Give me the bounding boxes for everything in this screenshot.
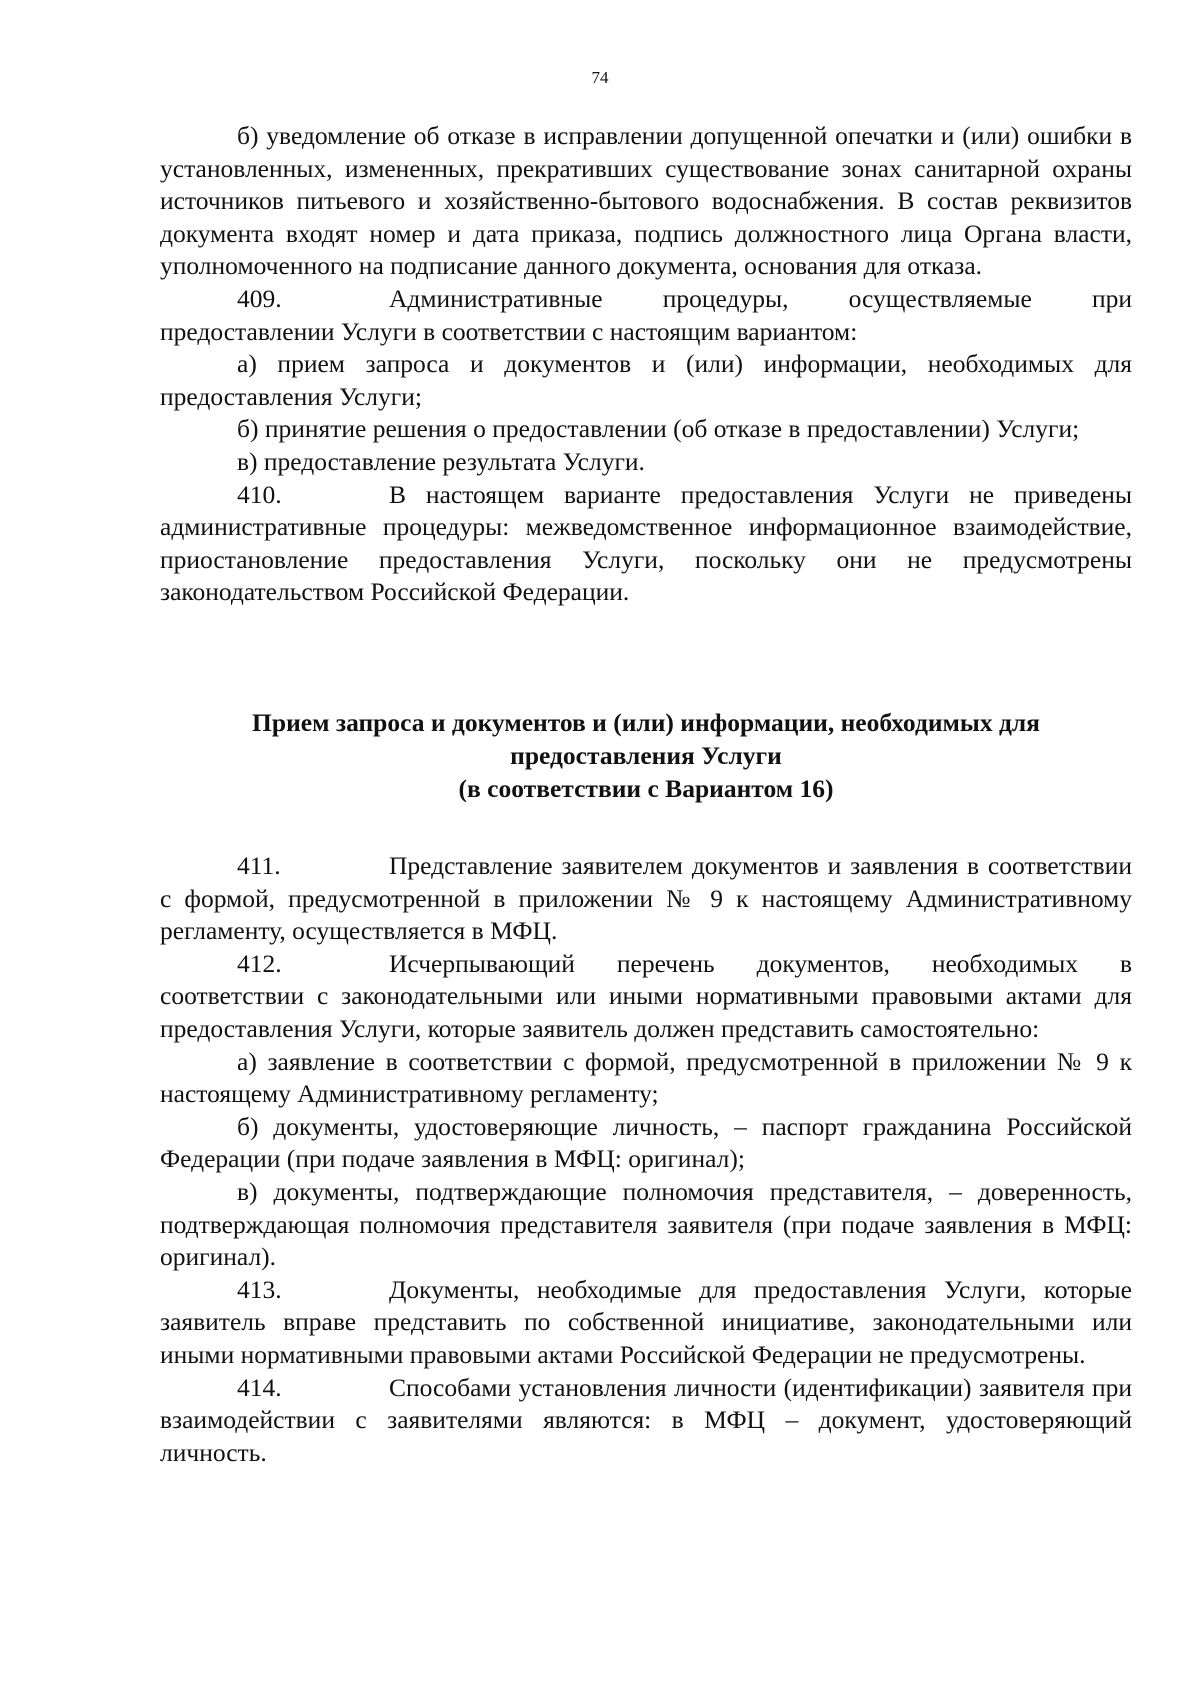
paragraph-text: б) уведомление об отказе в исправлении допущенной опечатки и (или) ошибки в установленных, измененных, прекративших существование зонах санитарной охраны источников питьевого и хозяйственно-бытового водоснабжения. В состав реквизитов документа входят номер и дата приказа, подпись должностного лица Органа власти, уполномоченного на подписание данного документа, основания для отказа.	[160, 121, 1132, 281]
section-heading	[160, 707, 1132, 806]
paragraph-text: Представление заявителем документов и заявления в соответствии с формой, предусмотренной в приложении № 9 к настоящему Административному регламенту, осуществляется в МФЦ.	[160, 851, 1132, 946]
list-item-a	[160, 348, 1132, 413]
paragraph-411	[160, 850, 1132, 948]
clause-number: 413.	[237, 1274, 282, 1304]
list-item-b	[160, 413, 1132, 446]
paragraph-413	[160, 1274, 1132, 1372]
clause-number: 414.	[237, 1372, 282, 1402]
clause-number: 410.	[237, 479, 282, 509]
paragraph-text: Способами установления личности (идентификации) заявителя при взаимодействии с заявителями являются: в МФЦ – документ, удостоверяющий личность.	[160, 1372, 1132, 1467]
paragraph-409	[160, 283, 1132, 348]
paragraph-text: а) прием запроса и документов и (или) информации, необходимых для предоставления Услуги;	[160, 349, 1132, 411]
clause-number: 411.	[237, 851, 281, 880]
clause-number: 409.	[237, 283, 282, 313]
page-number: 74	[591, 68, 609, 87]
paragraph-414	[160, 1372, 1132, 1470]
list-item-b	[160, 1111, 1132, 1176]
paragraph-text: а) заявление в соответствии с формой, предусмотренной в приложении № 9 к настоящему Административному регламенту;	[160, 1046, 1132, 1109]
heading-line-3: (в соответствии с Вариантом 16)	[458, 774, 834, 804]
paragraph-text: Административные процедуры, осуществляемые при предоставлении Услуги в соответствии с настоящим вариантом:	[160, 283, 1132, 346]
paragraph-412	[160, 948, 1132, 1046]
paragraph-notice-of-refusal	[160, 120, 1132, 283]
paragraph-text: Исчерпывающий перечень документов, необходимых в соответствии с законодательными или иными нормативными правовыми актами для предоставления Услуги, которые заявитель должен представить самостоятельно:	[160, 948, 1132, 1043]
paragraph-text: в) предоставление результата Услуги.	[237, 446, 645, 476]
clause-number: 412.	[237, 948, 282, 978]
list-item-v	[160, 1176, 1132, 1274]
paragraph-text: В настоящем варианте предоставления Услуги не приведены административные процедуры: межведомственное информационное взаимодействие, приостановление предоставления Услуги, поскольку они не предусмотрены законодательством Российской Федерации.	[160, 479, 1132, 607]
paragraph-text: б) документы, удостоверяющие личность, – паспорт гражданина Российской Федерации (при подаче заявления в МФЦ: оригинал);	[160, 1111, 1132, 1174]
paragraph-text: Документы, необходимые для предоставления Услуги, которые заявитель вправе представить по собственной инициативе, законодательными или иными нормативными правовыми актами Российской Федерации не предусмотрены.	[160, 1274, 1132, 1369]
paragraph-410	[160, 479, 1132, 609]
text-block-lower	[160, 850, 1132, 1469]
heading-line-2: предоставления Услуги	[510, 740, 782, 770]
heading-line-1: Прием запроса и документов и (или) информации, необходимых для	[252, 708, 1040, 737]
paragraph-text: в) документы, подтверждающие полномочия представителя, – доверенность, подтверждающая полномочия представителя заявителя (при подаче заявления в МФЦ: оригинал).	[160, 1176, 1132, 1272]
paragraph-text: б) принятие решения о предоставлении (об отказе в предоставлении) Услуги;	[237, 414, 1080, 444]
list-item-v	[160, 446, 1132, 479]
text-block-upper	[160, 120, 1132, 609]
list-item-a	[160, 1046, 1132, 1111]
